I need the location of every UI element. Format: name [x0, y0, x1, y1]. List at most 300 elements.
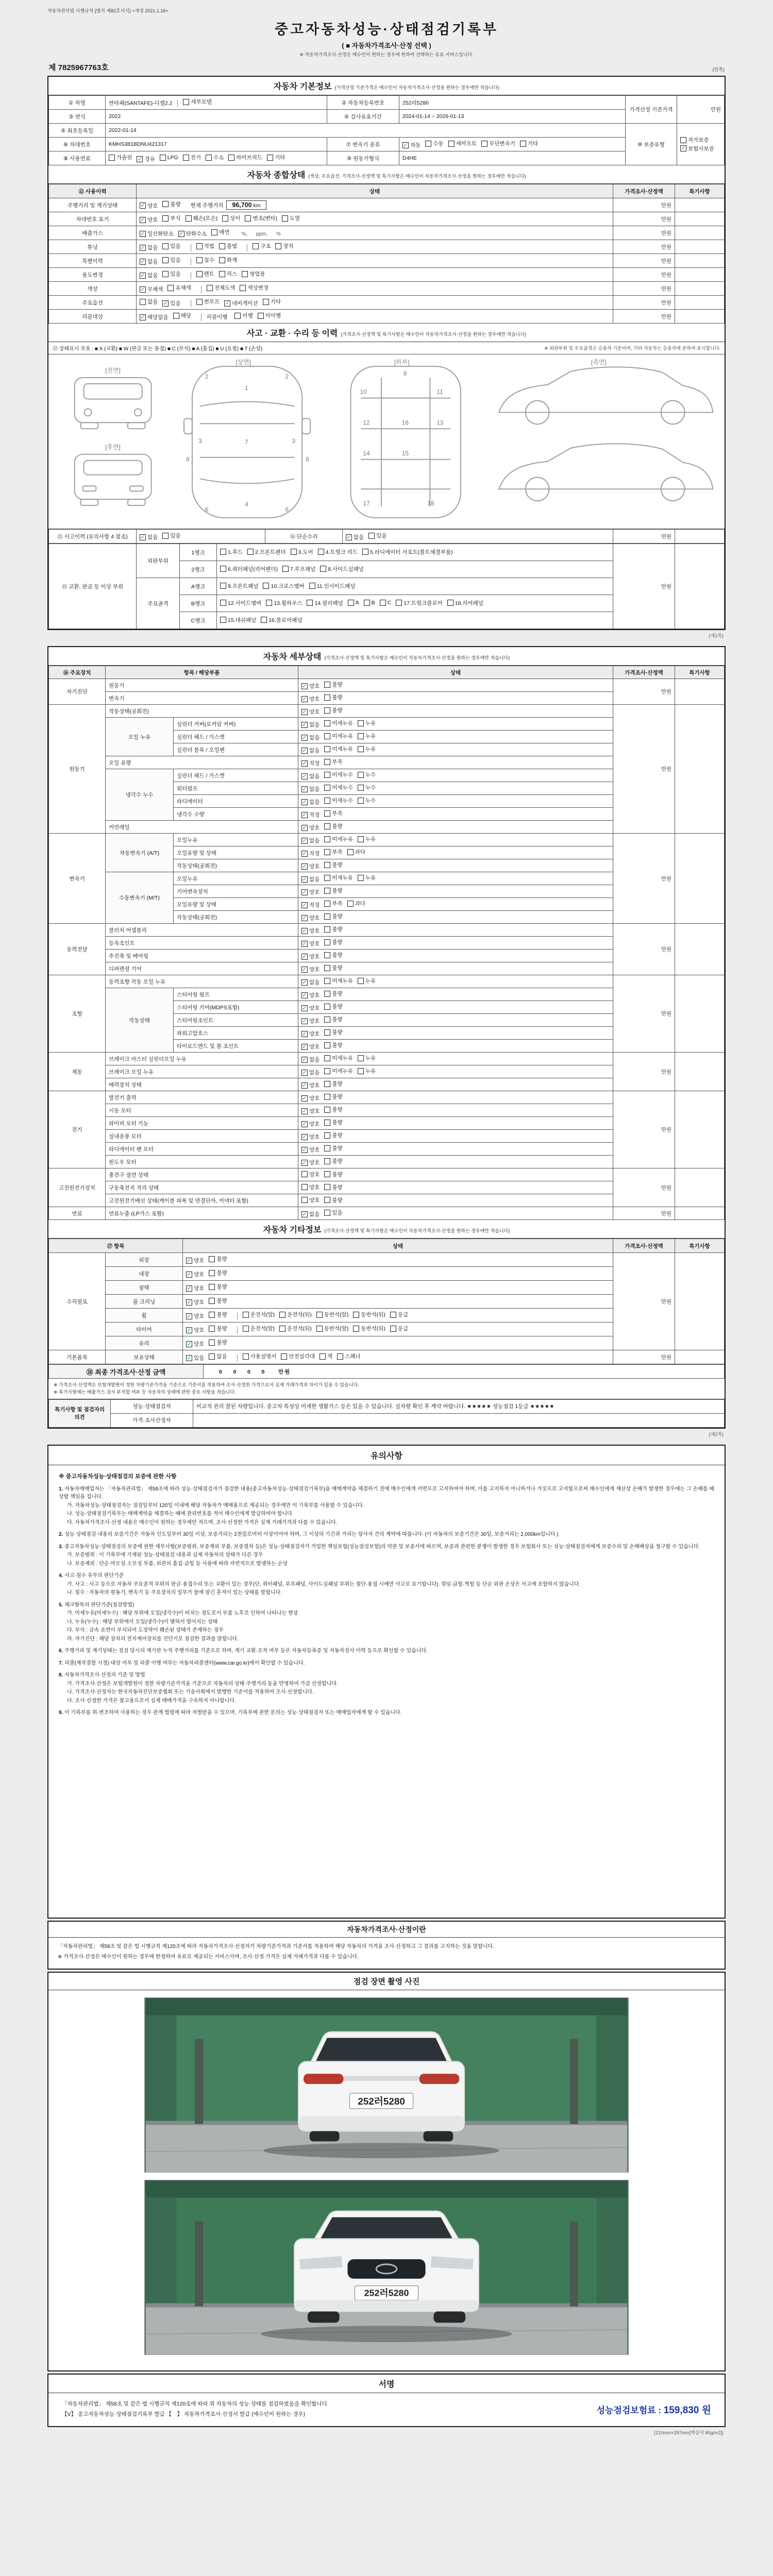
checkbox-box[interactable]: ✓: [140, 534, 145, 540]
checkbox-box[interactable]: [220, 566, 226, 572]
checkbox-option[interactable]: [140, 216, 158, 224]
checkbox-option[interactable]: [358, 1054, 376, 1062]
checkbox-box[interactable]: ✓: [302, 683, 307, 689]
checkbox-box[interactable]: [222, 215, 228, 222]
checkbox-box[interactable]: [243, 1326, 249, 1332]
checkbox-option[interactable]: [368, 532, 386, 539]
checkbox-option[interactable]: [358, 1067, 376, 1075]
checkbox-option[interactable]: [247, 548, 285, 556]
checkbox-box[interactable]: [324, 1145, 330, 1151]
checkbox-box[interactable]: [209, 1284, 215, 1290]
checkbox-box[interactable]: ✓: [302, 953, 307, 960]
checkbox-box[interactable]: ✓: [187, 1327, 192, 1333]
checkbox-box[interactable]: ✓: [187, 1354, 192, 1361]
checkbox-option[interactable]: [301, 1107, 320, 1115]
checkbox-box[interactable]: [481, 141, 488, 147]
checkbox-box[interactable]: [324, 772, 330, 778]
checkbox-option[interactable]: [279, 1311, 312, 1318]
checkbox-box[interactable]: ✓: [302, 721, 307, 728]
checkbox-box[interactable]: [253, 243, 259, 249]
checkbox-option[interactable]: [301, 850, 320, 857]
checkbox-option[interactable]: [380, 600, 392, 606]
checkbox-option[interactable]: [209, 1311, 227, 1318]
checkbox-box[interactable]: [324, 1042, 330, 1048]
checkbox-option[interactable]: [358, 977, 376, 985]
checkbox-option[interactable]: [209, 1338, 227, 1346]
checkbox-box[interactable]: [324, 1171, 330, 1177]
checkbox-box[interactable]: ✓: [302, 747, 307, 754]
checkbox-box[interactable]: [324, 810, 330, 817]
checkbox-option[interactable]: [396, 599, 442, 607]
checkbox-box[interactable]: [211, 229, 217, 235]
checkbox-option[interactable]: [324, 874, 353, 882]
checkbox-box[interactable]: [162, 257, 169, 263]
checkbox-box[interactable]: [324, 991, 330, 997]
checkbox-option[interactable]: [301, 1146, 320, 1154]
checkbox-option[interactable]: [481, 140, 515, 147]
checkbox-option[interactable]: [140, 272, 158, 279]
checkbox-box[interactable]: [209, 1298, 215, 1304]
checkbox-box[interactable]: [220, 600, 226, 606]
checkbox-option[interactable]: [324, 719, 353, 727]
checkbox-box[interactable]: [324, 759, 330, 765]
checkbox-option[interactable]: [324, 925, 342, 933]
checkbox-box[interactable]: [680, 137, 686, 143]
checkbox-box[interactable]: [282, 215, 288, 222]
checkbox-box[interactable]: [307, 600, 313, 606]
checkbox-option[interactable]: [324, 912, 342, 920]
checkbox-option[interactable]: [348, 600, 359, 606]
checkbox-option[interactable]: [447, 599, 483, 607]
checkbox-option[interactable]: [282, 565, 315, 573]
checkbox-option[interactable]: [347, 848, 365, 856]
checkbox-option[interactable]: [243, 1352, 277, 1360]
checkbox-option[interactable]: [316, 1311, 349, 1318]
checkbox-box[interactable]: [347, 849, 354, 855]
checkbox-option[interactable]: [358, 796, 376, 804]
checkbox-option[interactable]: [324, 1144, 342, 1152]
checkbox-box[interactable]: [186, 215, 192, 222]
checkbox-option[interactable]: [301, 940, 320, 947]
checkbox-box[interactable]: [364, 600, 370, 606]
checkbox-box[interactable]: ✓: [302, 1159, 307, 1166]
checkbox-box[interactable]: [358, 772, 364, 778]
checkbox-option[interactable]: [162, 214, 180, 222]
checkbox-box[interactable]: [324, 836, 330, 842]
checkbox-box[interactable]: [324, 965, 330, 971]
checkbox-option[interactable]: [186, 1270, 204, 1278]
checkbox-box[interactable]: [316, 1326, 323, 1332]
checkbox-box[interactable]: ✓: [302, 708, 307, 715]
checkbox-option[interactable]: [301, 875, 320, 883]
checkbox-box[interactable]: [362, 549, 368, 555]
checkbox-box[interactable]: [390, 1312, 396, 1318]
checkbox-option[interactable]: [448, 140, 477, 147]
checkbox-box[interactable]: [301, 1197, 308, 1203]
checkbox-box[interactable]: [324, 1107, 330, 1113]
checkbox-box[interactable]: ✓: [302, 863, 307, 870]
checkbox-option[interactable]: [224, 299, 258, 307]
checkbox-option[interactable]: [140, 313, 169, 321]
checkbox-option[interactable]: [162, 270, 180, 278]
checkbox-box[interactable]: ✓: [140, 286, 145, 293]
checkbox-option[interactable]: [324, 951, 342, 959]
checkbox-option[interactable]: [253, 242, 271, 250]
checkbox-option[interactable]: [220, 582, 258, 590]
checkbox-box[interactable]: [358, 746, 364, 752]
checkbox-box[interactable]: [220, 583, 226, 589]
checkbox-option[interactable]: [324, 771, 353, 778]
checkbox-option[interactable]: [196, 242, 214, 250]
checkbox-box[interactable]: [324, 707, 330, 714]
checkbox-box[interactable]: ✓: [302, 811, 307, 818]
checkbox-box[interactable]: [368, 533, 375, 539]
checkbox-option[interactable]: [390, 1311, 408, 1318]
checkbox-box[interactable]: [324, 1184, 330, 1190]
checkbox-option[interactable]: [301, 1069, 320, 1076]
checkbox-box[interactable]: [209, 1256, 215, 1262]
checkbox-box[interactable]: [183, 155, 189, 161]
checkbox-box[interactable]: [196, 257, 203, 263]
checkbox-option[interactable]: [346, 533, 364, 541]
checkbox-box[interactable]: [162, 271, 169, 277]
checkbox-box[interactable]: [324, 682, 330, 688]
checkbox-box[interactable]: [219, 257, 225, 263]
checkbox-option[interactable]: [219, 270, 237, 278]
checkbox-box[interactable]: [279, 1312, 285, 1318]
checkbox-option[interactable]: [178, 230, 207, 238]
checkbox-option[interactable]: [324, 784, 353, 791]
checkbox-option[interactable]: [358, 874, 376, 882]
checkbox-option[interactable]: [301, 1004, 320, 1012]
checkbox-box[interactable]: [162, 215, 169, 222]
checkbox-option[interactable]: [140, 202, 158, 210]
checkbox-box[interactable]: ✓: [302, 1069, 307, 1076]
checkbox-option[interactable]: [301, 785, 320, 793]
checkbox-box[interactable]: ✓: [302, 992, 307, 998]
checkbox-option[interactable]: [209, 1297, 227, 1304]
checkbox-option[interactable]: [301, 1171, 320, 1178]
checkbox-option[interactable]: [275, 242, 293, 250]
checkbox-option[interactable]: [301, 1133, 320, 1141]
checkbox-option[interactable]: [228, 154, 262, 161]
checkbox-option[interactable]: [347, 900, 365, 907]
checkbox-box[interactable]: [324, 1004, 330, 1010]
checkbox-option[interactable]: [324, 758, 342, 766]
checkbox-box[interactable]: [162, 533, 169, 539]
checkbox-option[interactable]: [186, 1340, 204, 1348]
checkbox-option[interactable]: [364, 600, 375, 606]
checkbox-option[interactable]: [301, 1196, 320, 1204]
checkbox-box[interactable]: [247, 549, 254, 555]
checkbox-box[interactable]: ✓: [302, 1133, 307, 1140]
checkbox-option[interactable]: [307, 599, 343, 607]
checkbox-box[interactable]: ✓: [302, 799, 307, 805]
checkbox-option[interactable]: [324, 681, 342, 688]
checkbox-option[interactable]: [162, 532, 180, 539]
checkbox-box[interactable]: ✓: [302, 1121, 307, 1127]
checkbox-option[interactable]: [324, 822, 342, 830]
checkbox-option[interactable]: [186, 1257, 204, 1264]
checkbox-option[interactable]: [318, 548, 358, 556]
checkbox-box[interactable]: [324, 1081, 330, 1087]
checkbox-option[interactable]: [680, 145, 714, 152]
checkbox-option[interactable]: [362, 548, 453, 556]
checkbox-box[interactable]: ✓: [302, 824, 307, 831]
checkbox-option[interactable]: [324, 1118, 342, 1126]
checkbox-box[interactable]: [209, 1340, 215, 1346]
checkbox-box[interactable]: ✓: [140, 314, 145, 320]
checkbox-box[interactable]: ✓: [140, 202, 145, 209]
checkbox-box[interactable]: [242, 271, 248, 277]
checkbox-option[interactable]: [324, 977, 353, 985]
checkbox-option[interactable]: [301, 927, 320, 935]
checkbox-option[interactable]: [353, 1311, 385, 1318]
checkbox-option[interactable]: [301, 1120, 320, 1128]
checkbox-option[interactable]: [162, 242, 180, 250]
checkbox-option[interactable]: [186, 1298, 204, 1306]
checkbox-box[interactable]: ✓: [225, 300, 230, 307]
checkbox-option[interactable]: [301, 991, 320, 999]
checkbox-option[interactable]: [324, 1196, 342, 1204]
checkbox-box[interactable]: ✓: [140, 272, 145, 279]
checkbox-box[interactable]: ✓: [179, 230, 184, 237]
checkbox-option[interactable]: [324, 835, 353, 843]
checkbox-option[interactable]: [263, 298, 281, 306]
checkbox-option[interactable]: [324, 1106, 342, 1113]
checkbox-box[interactable]: ✓: [302, 902, 307, 908]
checkbox-box[interactable]: [390, 1326, 396, 1332]
checkbox-option[interactable]: [196, 298, 220, 306]
checkbox-box[interactable]: [324, 888, 330, 894]
checkbox-box[interactable]: [162, 243, 169, 249]
checkbox-box[interactable]: [228, 155, 234, 161]
checkbox-box[interactable]: [261, 617, 267, 623]
checkbox-option[interactable]: [301, 888, 320, 896]
checkbox-option[interactable]: [301, 759, 320, 767]
checkbox-option[interactable]: [301, 1210, 320, 1218]
checkbox-box[interactable]: [320, 566, 326, 572]
checkbox-box[interactable]: [380, 600, 386, 606]
checkbox-option[interactable]: [167, 284, 191, 292]
checkbox-box[interactable]: ✓: [681, 145, 686, 152]
checkbox-option[interactable]: [258, 312, 281, 319]
checkbox-option[interactable]: [301, 682, 320, 690]
checkbox-box[interactable]: [324, 849, 330, 855]
checkbox-option[interactable]: [140, 230, 174, 238]
checkbox-box[interactable]: [167, 285, 174, 291]
checkbox-box[interactable]: ✓: [403, 142, 408, 148]
checkbox-box[interactable]: [324, 694, 330, 701]
checkbox-option[interactable]: [390, 1325, 408, 1332]
checkbox-box[interactable]: [266, 600, 272, 606]
checkbox-box[interactable]: [447, 600, 453, 606]
checkbox-box[interactable]: ✓: [302, 837, 307, 844]
checkbox-option[interactable]: [109, 154, 132, 161]
checkbox-box[interactable]: [183, 99, 189, 105]
checkbox-option[interactable]: [301, 811, 320, 819]
checkbox-option[interactable]: [279, 1325, 312, 1332]
checkbox-box[interactable]: [425, 141, 431, 147]
checkbox-option[interactable]: [186, 1284, 204, 1292]
checkbox-box[interactable]: [301, 1171, 308, 1177]
checkbox-option[interactable]: [320, 1352, 332, 1360]
checkbox-box[interactable]: [209, 1270, 215, 1276]
checkbox-box[interactable]: [347, 901, 354, 907]
checkbox-box[interactable]: ✓: [187, 1257, 192, 1264]
checkbox-option[interactable]: [301, 824, 320, 832]
checkbox-box[interactable]: [219, 243, 225, 249]
checkbox-option[interactable]: [324, 938, 342, 946]
checkbox-box[interactable]: ✓: [302, 1211, 307, 1217]
checkbox-option[interactable]: [301, 862, 320, 870]
checkbox-option[interactable]: [316, 1325, 349, 1332]
checkbox-option[interactable]: [309, 582, 356, 590]
checkbox-option[interactable]: [301, 978, 320, 986]
checkbox-box[interactable]: [324, 862, 330, 868]
checkbox-option[interactable]: [222, 214, 240, 222]
checkbox-box[interactable]: [324, 1158, 330, 1164]
checkbox-option[interactable]: [160, 155, 178, 161]
checkbox-box[interactable]: ✓: [302, 1018, 307, 1024]
checkbox-option[interactable]: [324, 861, 342, 869]
checkbox-box[interactable]: ✓: [302, 1146, 307, 1153]
checkbox-option[interactable]: [219, 242, 237, 250]
checkbox-option[interactable]: [301, 914, 320, 922]
checkbox-option[interactable]: [324, 745, 353, 753]
checkbox-box[interactable]: [281, 1353, 287, 1360]
checkbox-option[interactable]: [324, 693, 342, 701]
checkbox-box[interactable]: [207, 285, 213, 291]
checkbox-option[interactable]: [301, 965, 320, 973]
checkbox-option[interactable]: [324, 848, 342, 856]
checkbox-box[interactable]: ✓: [302, 734, 307, 741]
checkbox-box[interactable]: [318, 549, 324, 555]
checkbox-box[interactable]: [324, 901, 330, 907]
checkbox-box[interactable]: ✓: [140, 258, 145, 265]
checkbox-box[interactable]: [160, 155, 166, 161]
checkbox-option[interactable]: [140, 298, 158, 306]
checkbox-option[interactable]: [324, 1028, 342, 1036]
checkbox-box[interactable]: [291, 549, 297, 555]
checkbox-box[interactable]: [324, 926, 330, 933]
checkbox-option[interactable]: [324, 706, 342, 714]
checkbox-option[interactable]: [162, 256, 180, 264]
checkbox-box[interactable]: [358, 1055, 364, 1061]
checkbox-option[interactable]: [358, 745, 376, 753]
checkbox-option[interactable]: [680, 136, 709, 144]
checkbox-option[interactable]: [209, 1283, 227, 1291]
checkbox-option[interactable]: [281, 1352, 315, 1360]
checkbox-box[interactable]: [324, 1016, 330, 1023]
checkbox-box[interactable]: [109, 155, 115, 161]
checkbox-option[interactable]: [402, 141, 421, 149]
checkbox-option[interactable]: [209, 1255, 227, 1263]
checkbox-box[interactable]: [324, 913, 330, 920]
checkbox-option[interactable]: [301, 708, 320, 716]
checkbox-option[interactable]: [140, 285, 163, 293]
checkbox-box[interactable]: [320, 1353, 326, 1360]
checkbox-box[interactable]: ✓: [302, 927, 307, 934]
checkbox-option[interactable]: [324, 1183, 342, 1191]
checkbox-box[interactable]: [358, 733, 364, 739]
checkbox-option[interactable]: [196, 256, 214, 264]
checkbox-option[interactable]: [261, 616, 302, 624]
checkbox-option[interactable]: [301, 695, 320, 703]
checkbox-box[interactable]: [173, 313, 179, 319]
checkbox-option[interactable]: [243, 1325, 275, 1332]
checkbox-option[interactable]: [206, 154, 224, 161]
checkbox-box[interactable]: ✓: [163, 300, 168, 307]
checkbox-option[interactable]: [301, 1081, 320, 1089]
checkbox-box[interactable]: [209, 1353, 215, 1360]
checkbox-box[interactable]: ✓: [187, 1313, 192, 1319]
checkbox-box[interactable]: ✓: [302, 773, 307, 779]
checkbox-option[interactable]: [137, 155, 155, 163]
checkbox-box[interactable]: [324, 1197, 330, 1203]
checkbox-option[interactable]: [324, 1003, 342, 1010]
checkbox-box[interactable]: [309, 583, 315, 589]
checkbox-box[interactable]: ✓: [187, 1299, 192, 1306]
checkbox-box[interactable]: ✓: [302, 966, 307, 973]
checkbox-box[interactable]: [324, 1132, 330, 1139]
checkbox-box[interactable]: [206, 155, 212, 161]
checkbox-box[interactable]: [324, 733, 330, 739]
checkbox-option[interactable]: [263, 582, 304, 590]
checkbox-box[interactable]: ✓: [302, 1005, 307, 1011]
checkbox-option[interactable]: [337, 1352, 360, 1360]
checkbox-option[interactable]: [220, 599, 261, 607]
checkbox-option[interactable]: [358, 835, 376, 843]
checkbox-option[interactable]: [196, 270, 214, 278]
checkbox-box[interactable]: [282, 566, 289, 572]
checkbox-option[interactable]: [324, 1157, 342, 1165]
checkbox-box[interactable]: ✓: [302, 889, 307, 895]
checkbox-option[interactable]: [301, 953, 320, 960]
checkbox-option[interactable]: [324, 1054, 353, 1062]
checkbox-option[interactable]: [173, 312, 191, 319]
checkbox-option[interactable]: [240, 284, 268, 292]
checkbox-box[interactable]: ✓: [302, 1108, 307, 1114]
checkbox-box[interactable]: [324, 1210, 330, 1216]
checkbox-box[interactable]: ✓: [137, 156, 143, 162]
checkbox-box[interactable]: ✓: [140, 230, 145, 237]
checkbox-option[interactable]: [140, 258, 158, 265]
checkbox-option[interactable]: [324, 732, 353, 740]
checkbox-box[interactable]: [520, 141, 526, 147]
checkbox-option[interactable]: [162, 299, 180, 307]
checkbox-box[interactable]: [220, 549, 226, 555]
checkbox-option[interactable]: [243, 1311, 275, 1318]
checkbox-option[interactable]: [186, 1354, 204, 1362]
checkbox-option[interactable]: [301, 734, 320, 741]
checkbox-box[interactable]: [348, 600, 354, 606]
checkbox-option[interactable]: [245, 214, 277, 222]
checkbox-box[interactable]: [324, 1029, 330, 1036]
checkbox-box[interactable]: ✓: [187, 1271, 192, 1278]
checkbox-box[interactable]: ✓: [302, 1056, 307, 1063]
checkbox-option[interactable]: [209, 1325, 227, 1332]
checkbox-box[interactable]: [324, 978, 330, 984]
checkbox-box[interactable]: [263, 299, 269, 305]
checkbox-option[interactable]: [324, 990, 342, 997]
checkbox-box[interactable]: [324, 720, 330, 726]
checkbox-box[interactable]: [353, 1312, 359, 1318]
checkbox-option[interactable]: [520, 140, 538, 147]
checkbox-box[interactable]: [219, 271, 225, 277]
checkbox-option[interactable]: [324, 1171, 342, 1178]
checkbox-option[interactable]: [183, 154, 201, 161]
